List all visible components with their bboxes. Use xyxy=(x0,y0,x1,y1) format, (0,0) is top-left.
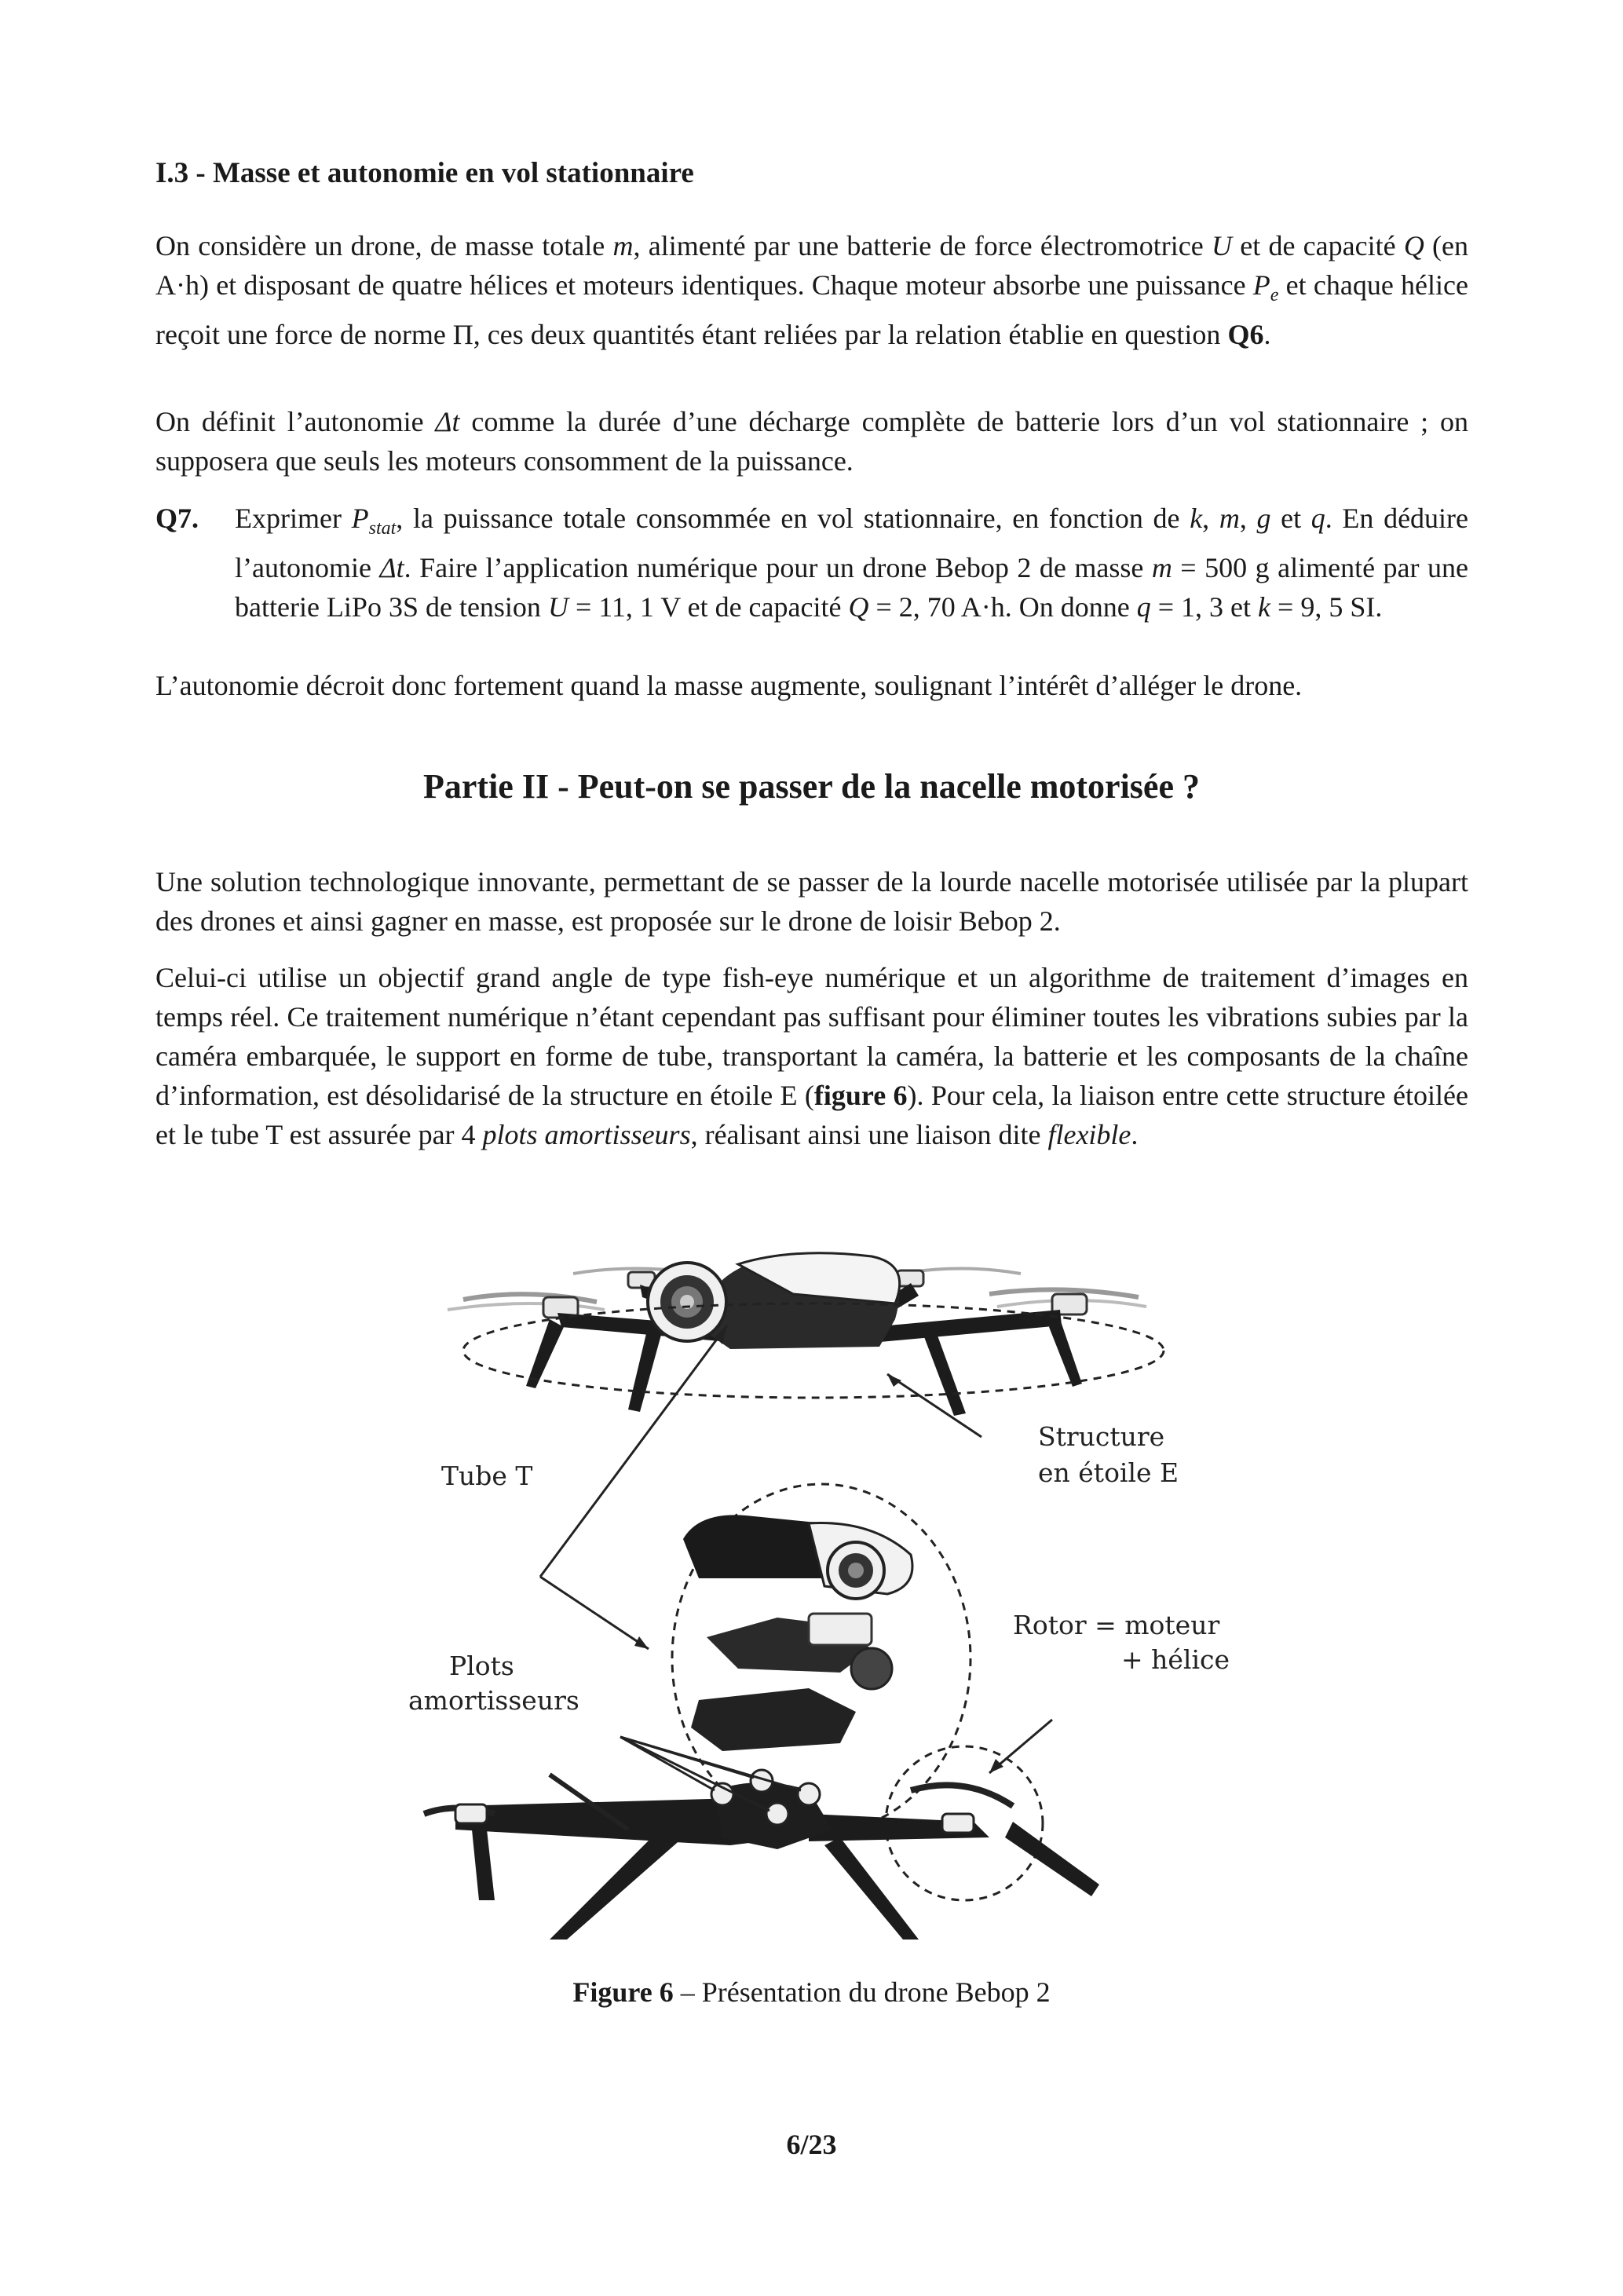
paragraph-conclusion: L’autonomie décroit donc fortement quand la masse augmente, soulignant l’intérêt d’alléger le drone. xyxy=(155,670,1303,701)
label-rotor-line1: Rotor = moteur xyxy=(1013,1610,1220,1640)
label-structure-line2: en étoile E xyxy=(1038,1457,1179,1488)
label-plots-line1: Plots xyxy=(449,1651,514,1681)
page-number: 6/23 xyxy=(786,2129,837,2160)
paragraph-description: Celui-ci utilise un objectif grand angle de type fish-eye numérique et un algorithme de traitement d’images en temps réel. Ce traitement numérique n’étant cependant pas suffisant pour éliminer toutes les vibrations subies par la caméra embarquée, le support en forme de tube, transportant la caméra, la batterie et les composants de la chaîne d’information, est désolidarisé de la structure en étoile E (figure 6). Pour cela, la liaison entre cette structure étoilée et le tube T est assurée par 4 plots amortisseurs, réalisant ainsi une liaison dite flexible. xyxy=(155,962,1469,1150)
section-heading: I.3 - Masse et autonomie en vol stationnaire xyxy=(155,157,694,189)
label-rotor-line2: + hélice xyxy=(1121,1644,1230,1675)
assembled-drone xyxy=(448,1253,1146,1416)
figure-caption: Figure 6 – Présentation du drone Bebop 2 xyxy=(572,1976,1051,2008)
label-plots-line2: amortisseurs xyxy=(408,1685,579,1716)
paragraph-solution: Une solution technologique innovante, permettant de se passer de la lourde nacelle motorisée utilisée par la plupart des drones et ainsi gagner en masse, est proposée sur le drone de loisir Bebop 2. xyxy=(155,866,1468,937)
question-q7-text: Exprimer $P_{stat}$, la puissance totale consommée en vol stationnaire, en fonction de k, m, g et q. En déduire l’autonomie Δt. Faire l’application numérique pour un drone Bebop 2 de masse m = 500 g alimenté par une batterie LiPo 3S de tension U = 11, 1 V et de capacité Q = 2, 70 A·h. On donne q = 1, 3 et k = 9, 5 SI. xyxy=(235,503,1469,623)
part-heading: Partie II - Peut-on se passer de la nacelle motorisée ? xyxy=(423,767,1200,806)
label-tube: Tube T xyxy=(441,1461,533,1491)
label-structure-line1: Structure xyxy=(1038,1421,1165,1452)
drone-illustration xyxy=(369,1209,1264,1940)
paragraph-intro: On considère un drone, de masse totale m, alimenté par une batterie de force électromotrice U et de capacité Q (en A·h) et disposant de quatre hélices et moteurs identiques. Chaque moteur absorbe une puissance $P_e$ et chaque hélice reçoit une force de norme Π, ces deux quantités étant reliées par la relation établie en question Q6. xyxy=(155,230,1469,350)
paragraph-autonomy: On définit l’autonomie Δt comme la durée d’une décharge complète de batterie lors d’un vol stationnaire ; on supposera que seuls les moteurs consomment de la puissance. xyxy=(155,406,1468,477)
question-label: Q7. xyxy=(155,503,199,534)
exploded-drone xyxy=(424,1515,1099,1940)
figure-drone xyxy=(369,1209,1264,1940)
